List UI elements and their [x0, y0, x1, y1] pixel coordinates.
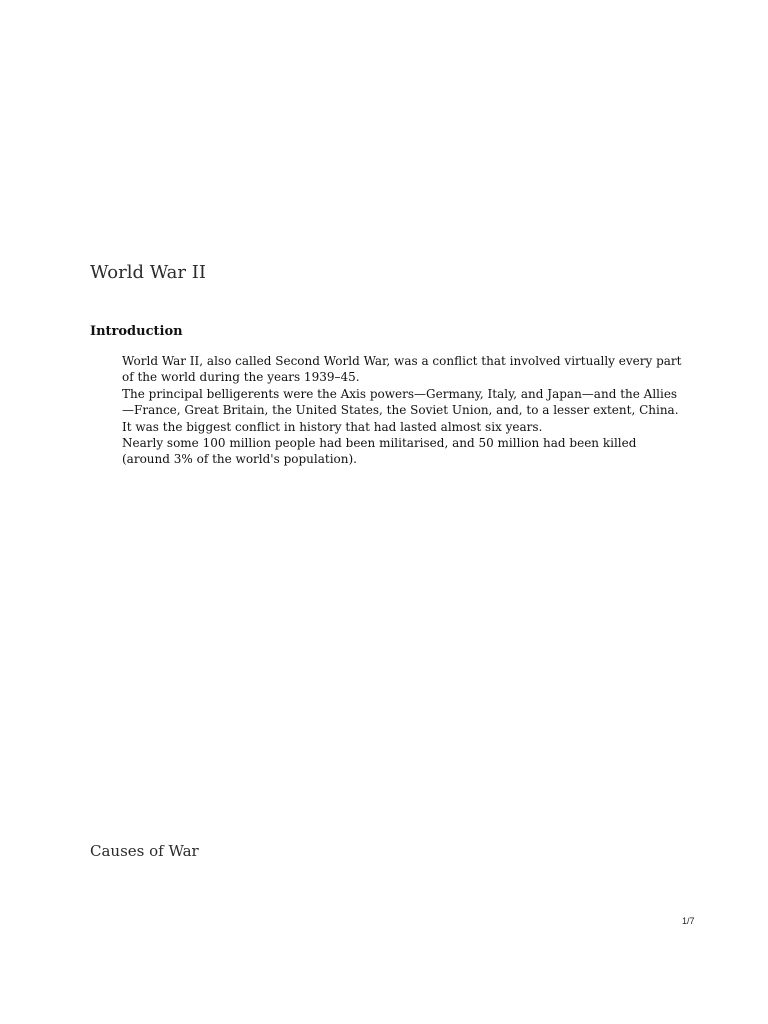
document-title: World War II — [90, 262, 206, 283]
introduction-paragraph: Nearly some 100 million people had been militarised, and 50 million had been killed (around 3% of the world's population). — [122, 436, 637, 467]
introduction-paragraph: It was the biggest conflict in history that had lasted almost six years. — [122, 419, 543, 434]
section-heading-introduction: Introduction — [90, 324, 183, 339]
introduction-paragraph: World War II, also called Second World War, was a conflict that involved virtually every part of the world during the years 1939–45. — [122, 354, 682, 385]
page-number: 1/7 — [682, 916, 695, 926]
introduction-body — [122, 353, 682, 468]
section-title-causes-of-war: Causes of War — [90, 842, 199, 860]
introduction-paragraph: The principal belligerents were the Axis powers—Germany, Italy, and Japan—and the Allies—France, Great Britain, the United States, the Soviet Union, and, to a lesser extent, China. — [122, 386, 679, 418]
